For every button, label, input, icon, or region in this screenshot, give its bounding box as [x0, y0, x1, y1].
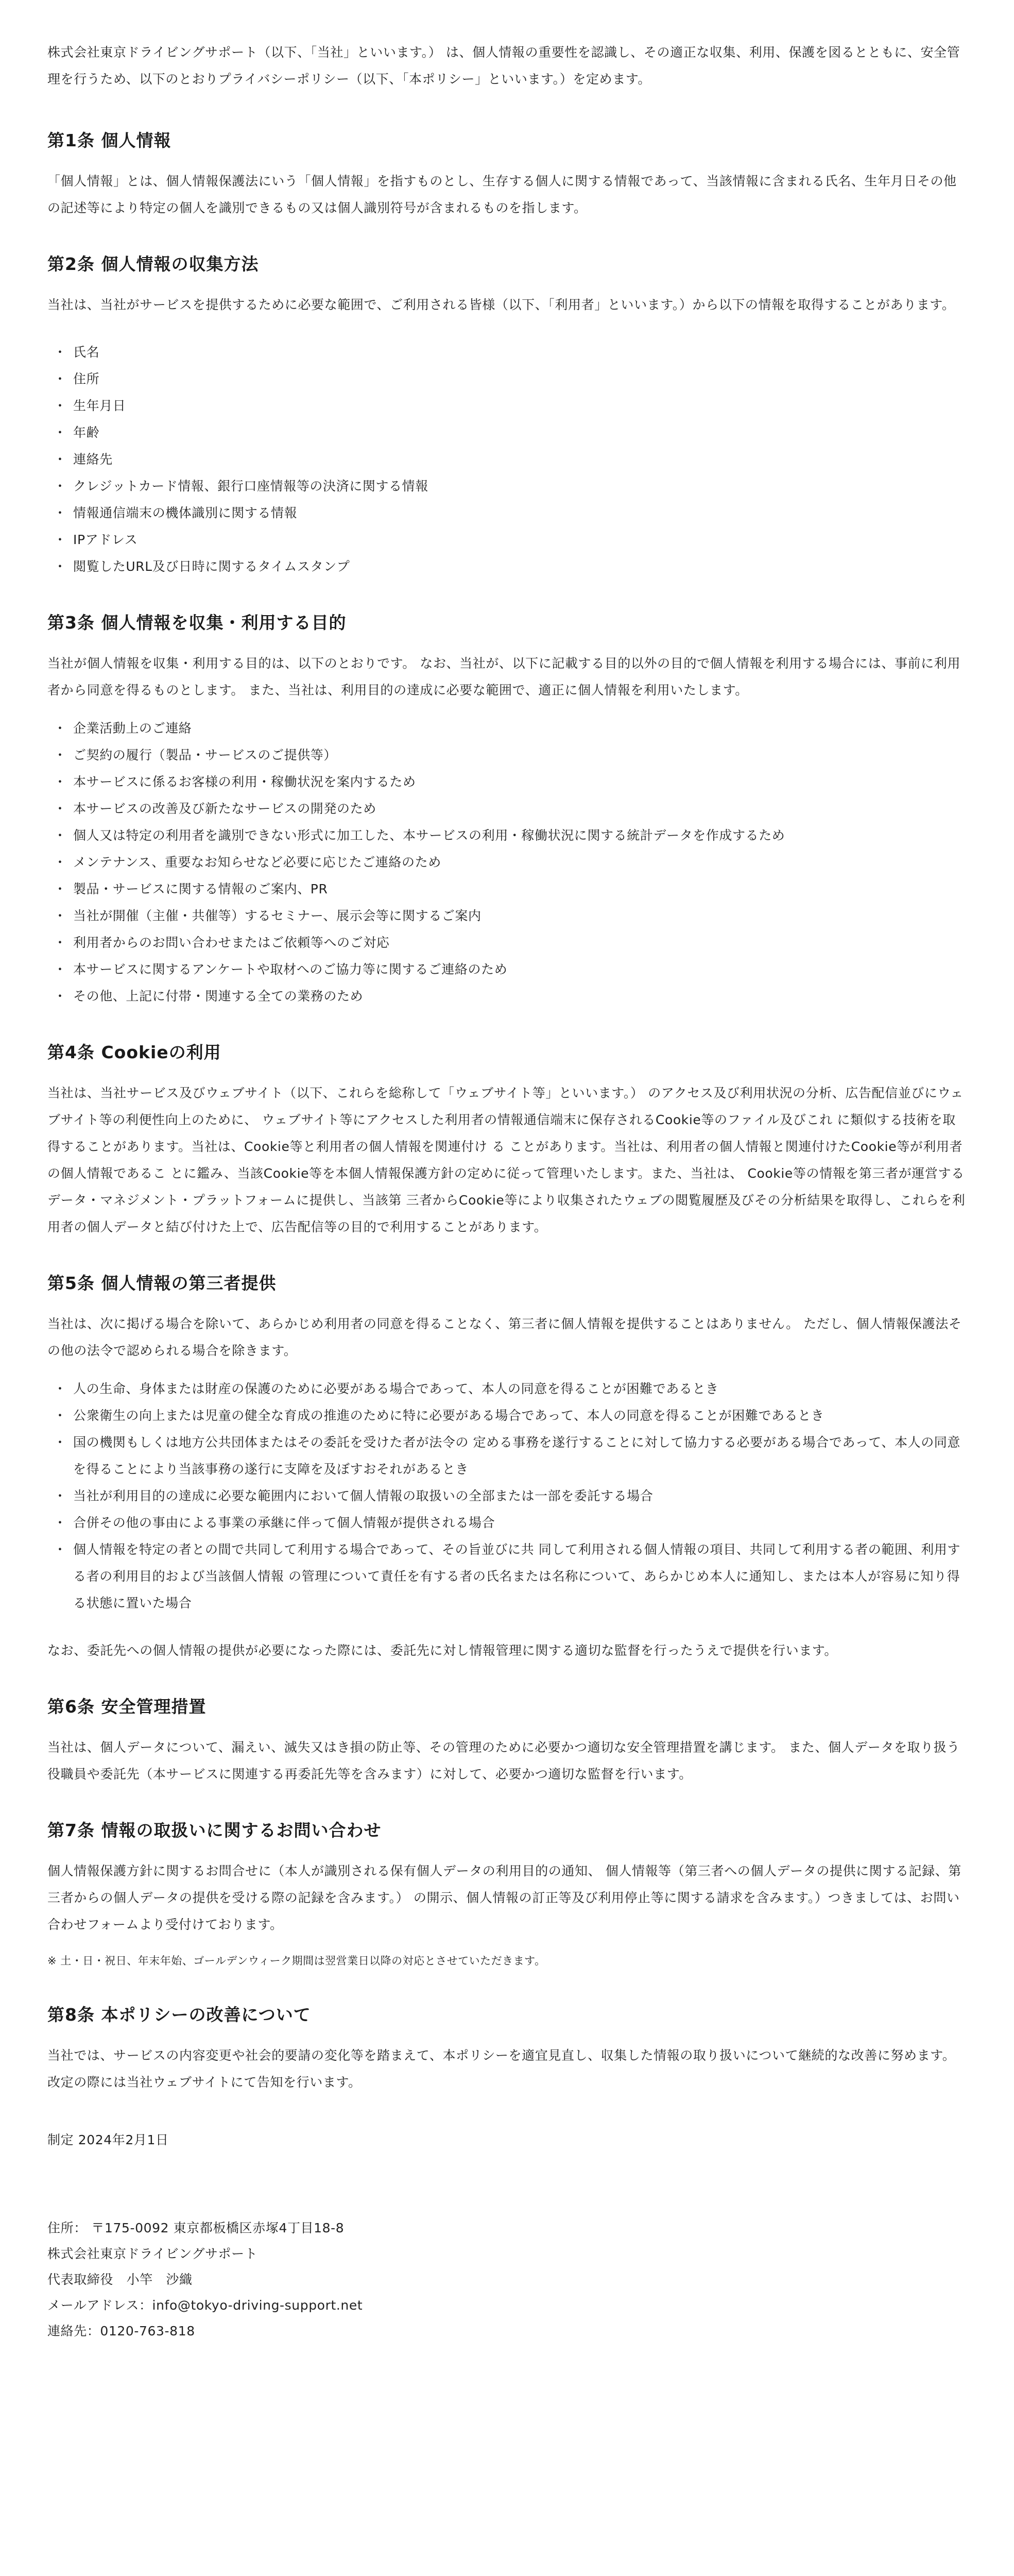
contact-email: メールアドレス：info@tokyo-driving-support.net — [47, 2298, 363, 2313]
section-footnote: なお、委託先への個人情報の提供が必要になった際には、委託先に対し情報管理に関する適切な監督を行ったうえで提供を行います。 — [47, 1643, 838, 1658]
list-item: ・ 公衆衛生の向上または児童の健全な育成の推進のために特に必要がある場合であって、本人の同意を得ることが困難であるとき — [47, 1402, 967, 1429]
section-title: 第7条 情報の取扱いに関するお問い合わせ — [47, 1820, 382, 1840]
section-title: 第5条 個人情報の第三者提供 — [47, 1273, 277, 1293]
section-title: 第3条 個人情報を収集・利用する目的 — [47, 613, 347, 633]
section-body: 当社は、個人データについて、漏えい、滅失又はき損の防止等、その管理のために必要かつ適切な安全管理措置を講じます。 また、個人データを取り扱う役職員や委託先（本サービスに関連する再委託先等を含みます）に対して、必要かつ適切な監督を行います。 — [47, 1740, 960, 1782]
list-item: ・ 個人情報を特定の者との間で共同して利用する場合であって、その旨並びに共 同して利用される個人情報の項目、共同して利用する者の範囲、利用する者の利用目的および当該個人情報 の管理について責任を有する者の氏名または名称について、あらかじめ本人に通知し、または本人が容易に知り得る状態に置いた場合 — [47, 1536, 967, 1617]
section-7 — [47, 1819, 967, 1972]
third-party-exceptions-list — [47, 1376, 967, 1617]
list-item: ・ 国の機関もしくは地方公共団体またはその委託を受けた者が法令の 定める事務を遂行することに対して協力する必要がある場合であって、本人の同意を得ることにより当該事務の遂行に支障を及ぼすおそれがあるとき — [47, 1429, 967, 1483]
section-4 — [47, 1041, 967, 1241]
list-item: ・ 企業活動上のご連絡 — [47, 715, 967, 742]
section-body: 個人情報保護方針に関するお問合せに（本人が識別される保有個人データの利用目的の通知、 個人情報等（第三者への個人データの提供に関する記録、第三者からの個人データの提供を受ける際の記録を含みます。） の開示、個人情報の訂正等及び利用停止等に関する請求を含みます。）つきましては、お問い合わせフォームより受付けております。 — [47, 1863, 961, 1932]
contact-representative: 代表取締役 小竿 沙織 — [47, 2272, 193, 2287]
list-item: ・ クレジットカード情報、銀行口座情報等の決済に関する情報 — [47, 473, 967, 500]
list-item: ・ 年齢 — [47, 419, 967, 446]
collected-info-list — [47, 339, 967, 580]
list-item: ・ 情報通信端末の機体識別に関する情報 — [47, 500, 967, 527]
section-body: 当社が個人情報を収集・利用する目的は、以下のとおりです。 なお、当社が、以下に記載する目的以外の目的で個人情報を利用する場合には、事前に利用者から同意を得るものとします。 また、当社は、利用目的の達成に必要な範囲で、適正に個人情報を利用いたします。 — [47, 656, 960, 698]
section-6 — [47, 1695, 967, 1788]
list-item: ・ 合併その他の事由による事業の承継に伴って個人情報が提供される場合 — [47, 1510, 967, 1536]
section-8 — [47, 2003, 967, 2096]
section-5 — [47, 1272, 967, 1664]
list-item: ・ メンテナンス、重要なお知らせなど必要に応じたご連絡のため — [47, 849, 967, 876]
list-item: ・ 個人又は特定の利用者を識別できない形式に加工した、本サービスの利用・稼働状況に関する統計データを作成するため — [47, 822, 967, 849]
section-title: 第1条 個人情報 — [47, 130, 171, 150]
section-title: 第4条 Cookieの利用 — [47, 1042, 221, 1062]
contact-company: 株式会社東京ドライビングサポート — [47, 2246, 258, 2261]
list-item: ・ 生年月日 — [47, 393, 967, 419]
section-body: 当社は、当社がサービスを提供するために必要な範囲で、ご利用される皆様（以下、「利用者」といいます。）から以下の情報を取得することがあります。 — [47, 297, 955, 312]
section-title: 第6条 安全管理措置 — [47, 1697, 207, 1717]
section-title: 第2条 個人情報の収集方法 — [47, 254, 259, 274]
section-body: 当社は、次に掲げる場合を除いて、あらかじめ利用者の同意を得ることなく、第三者に個人情報を提供することはありません。 ただし、個人情報保護法その他の法令で認められる場合を除きます。 — [47, 1316, 962, 1358]
list-item: ・ 連絡先 — [47, 446, 967, 473]
section-2 — [47, 252, 967, 580]
list-item: ・ 本サービスの改善及び新たなサービスの開発のため — [47, 795, 967, 822]
section-1 — [47, 129, 967, 222]
business-hours-note: ※ 土・日・祝日、年末年始、ゴールデンウィーク期間は翌営業日以降の対応とさせていただきます。 — [47, 1955, 546, 1967]
list-item: ・ 利用者からのお問い合わせまたはご依頼等へのご対応 — [47, 929, 967, 956]
list-item: ・ 当社が利用目的の達成に必要な範囲内において個人情報の取扱いの全部または一部を委託する場合 — [47, 1483, 967, 1510]
list-item: ・ 閲覧したURL及び日時に関するタイムスタンプ — [47, 553, 967, 580]
section-body: 当社では、サービスの内容変更や社会的要請の変化等を踏まえて、本ポリシーを適宜見直し、収集した情報の取り扱いについて継続的な改善に努めます。改定の際には当社ウェブサイトにて告知を行います。 — [47, 2048, 956, 2090]
list-item: ・ 氏名 — [47, 339, 967, 366]
list-item: ・ 人の生命、身体または財産の保護のために必要がある場合であって、本人の同意を得ることが困難であるとき — [47, 1376, 967, 1402]
list-item: ・ その他、上記に付帯・関連する全ての業務のため — [47, 983, 967, 1010]
enacted-date: 制定 2024年2月1日 — [47, 2132, 169, 2147]
contact-address: 住所： 〒175-0092 東京都板橋区赤塚4丁目18-8 — [47, 2221, 345, 2235]
section-body: 「個人情報」とは、個人情報保護法にいう「個人情報」を指すものとし、生存する個人に関する情報であって、当該情報に含まれる氏名、生年月日その他の記述等により特定の個人を識別できるもの又は個人識別符号が含まれるものを指します。 — [47, 174, 957, 215]
contact-phone: 連絡先：0120-763-818 — [47, 2324, 195, 2338]
section-title: 第8条 本ポリシーの改善について — [47, 2005, 311, 2025]
purpose-list — [47, 715, 967, 1010]
list-item: ・ 製品・サービスに関する情報のご案内、PR — [47, 876, 967, 903]
contact-info — [47, 2215, 967, 2344]
section-body: 当社は、当社サービス及びウェブサイト（以下、これらを総称して「ウェブサイト等」といいます。） のアクセス及び利用状況の分析、広告配信並びにウェブサイト等の利便性向上のために、 ウェブサイト等にアクセスした利用者の情報通信端末に保存されるCookie等のファイル及びこれ に類似する技術を取得することがあります。当社は、Cookie等と利用者の個人情報を関連付け る ことがあります。当社は、利用者の個人情報と関連付けたCookie等が利用者の個人情報であるこ とに鑑み、当該Cookie等を本個人情報保護方針の定めに従って管理いたします。また、当社は、 Cookie等の情報を第三者が運営するデータ・マネジメント・プラットフォームに提供し、当該第 三者からCookie等により収集されたウェブの閲覧履歴及びその分析結果を取得し、これらを利 用者の個人データと結び付けた上で、広告配信等の目的で利用することがあります。 — [47, 1086, 966, 1234]
list-item: ・ 本サービスに関するアンケートや取材へのご協力等に関するご連絡のため — [47, 956, 967, 983]
list-item: ・ 当社が開催（主催・共催等）するセミナー、展示会等に関するご案内 — [47, 903, 967, 929]
list-item: ・ 住所 — [47, 366, 967, 393]
list-item: ・ IPアドレス — [47, 527, 967, 553]
intro-text: 株式会社東京ドライビングサポート（以下、「当社」といいます。） は、個人情報の重要性を認識し、その適正な収集、利用、保護を図るとともに、安全管理を行うため、以下のとおりプライバシーポリシー（以下、「本ポリシー」といいます。）を定めます。 — [47, 45, 960, 87]
section-3 — [47, 611, 967, 1010]
list-item: ・ 本サービスに係るお客様の利用・稼働状況を案内するため — [47, 769, 967, 795]
list-item: ・ ご契約の履行（製品・サービスのご提供等） — [47, 742, 967, 769]
